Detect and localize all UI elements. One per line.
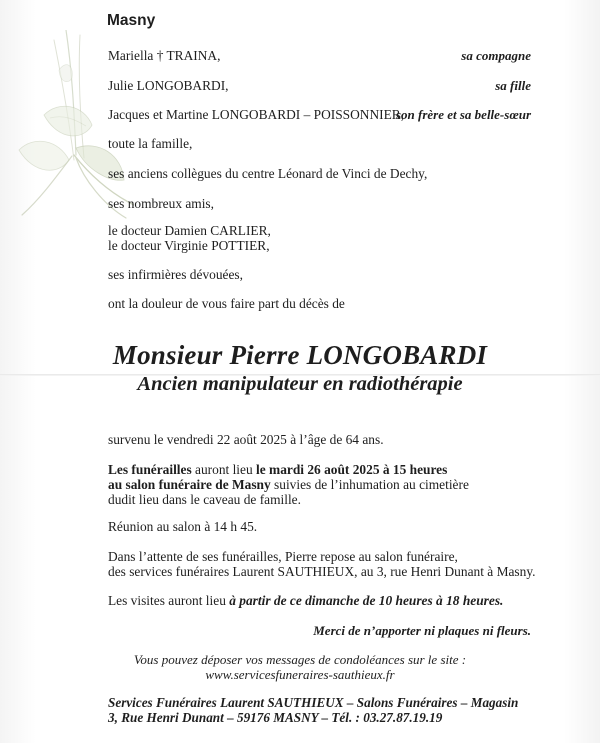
daughter-role: sa fille	[495, 78, 531, 93]
footer-company: Services Funéraires Laurent SAUTHIEUX – Salons Funéraires – Magasin	[108, 695, 519, 710]
deceased-name: Monsieur Pierre LONGOBARDI	[112, 340, 488, 370]
visits-hours: à partir de ce dimanche de 10 heures à 18 heures.	[229, 593, 504, 608]
friends-line: ses nombreux amis,	[108, 196, 214, 211]
deceased-title: Ancien manipulateur en radiothérapie	[137, 373, 463, 395]
no-flowers-line: Merci de n’apporter ni plaques ni fleurs.	[313, 623, 531, 638]
town-heading: Masny	[107, 12, 156, 29]
family-line: toute la famille,	[108, 136, 193, 151]
funeral-place: au salon funéraire de Masny	[108, 477, 271, 492]
condolences-website[interactable]: www.servicesfuneraires-sauthieux.fr	[205, 667, 395, 682]
death-date-line: survenu le vendredi 22 août 2025 à l’âge de 64 ans.	[108, 432, 384, 447]
companion-name: Mariella † TRAINA,	[108, 48, 221, 63]
brother-name: Jacques et Martine LONGOBARDI – POISSONNIER,	[108, 107, 405, 122]
visits-label: Les visites auront lieu	[108, 593, 230, 608]
rest-line-2: des services funéraires Laurent SAUTHIEUX, au 3, rue Henri Dunant à Masny.	[108, 564, 536, 579]
announcement-line: ont la douleur de vous faire part du décès de	[108, 296, 345, 311]
colleagues-line: ses anciens collègues du centre Léonard de Vinci de Dechy,	[108, 166, 428, 181]
condolences-line: Vous pouvez déposer vos messages de condoléances sur le site :	[133, 652, 467, 667]
funeral-line-1	[108, 462, 447, 477]
brother-role: son frère et sa belle-sœur	[395, 107, 531, 122]
doctor-line-1: le docteur Damien CARLIER,	[108, 223, 271, 238]
meeting-line: Réunion au salon à 14 h 45.	[108, 519, 258, 534]
footer-address: 3, Rue Henri Dunant – 59176 MASNY – Tél. : 03.27.87.19.19	[108, 710, 443, 725]
visits-line	[108, 593, 503, 608]
funeral-connector: auront lieu	[191, 462, 257, 477]
funeral-line-3: dudit lieu dans le caveau de famille.	[108, 492, 301, 507]
doctor-line-2: le docteur Virginie POTTIER,	[108, 238, 270, 253]
funeral-line-2	[108, 477, 469, 492]
funeral-date: le mardi 26 août 2025 à 15 heures	[256, 462, 448, 477]
nurses-line: ses infirmières dévouées,	[108, 267, 243, 282]
funeral-label: Les funérailles	[108, 462, 192, 477]
daughter-name: Julie LONGOBARDI,	[108, 78, 229, 93]
companion-role: sa compagne	[461, 48, 531, 63]
rest-line-1: Dans l’attente de ses funérailles, Pierre repose au salon funéraire,	[108, 549, 458, 564]
funeral-burial: suivies de l’inhumation au cimetière	[270, 477, 469, 492]
